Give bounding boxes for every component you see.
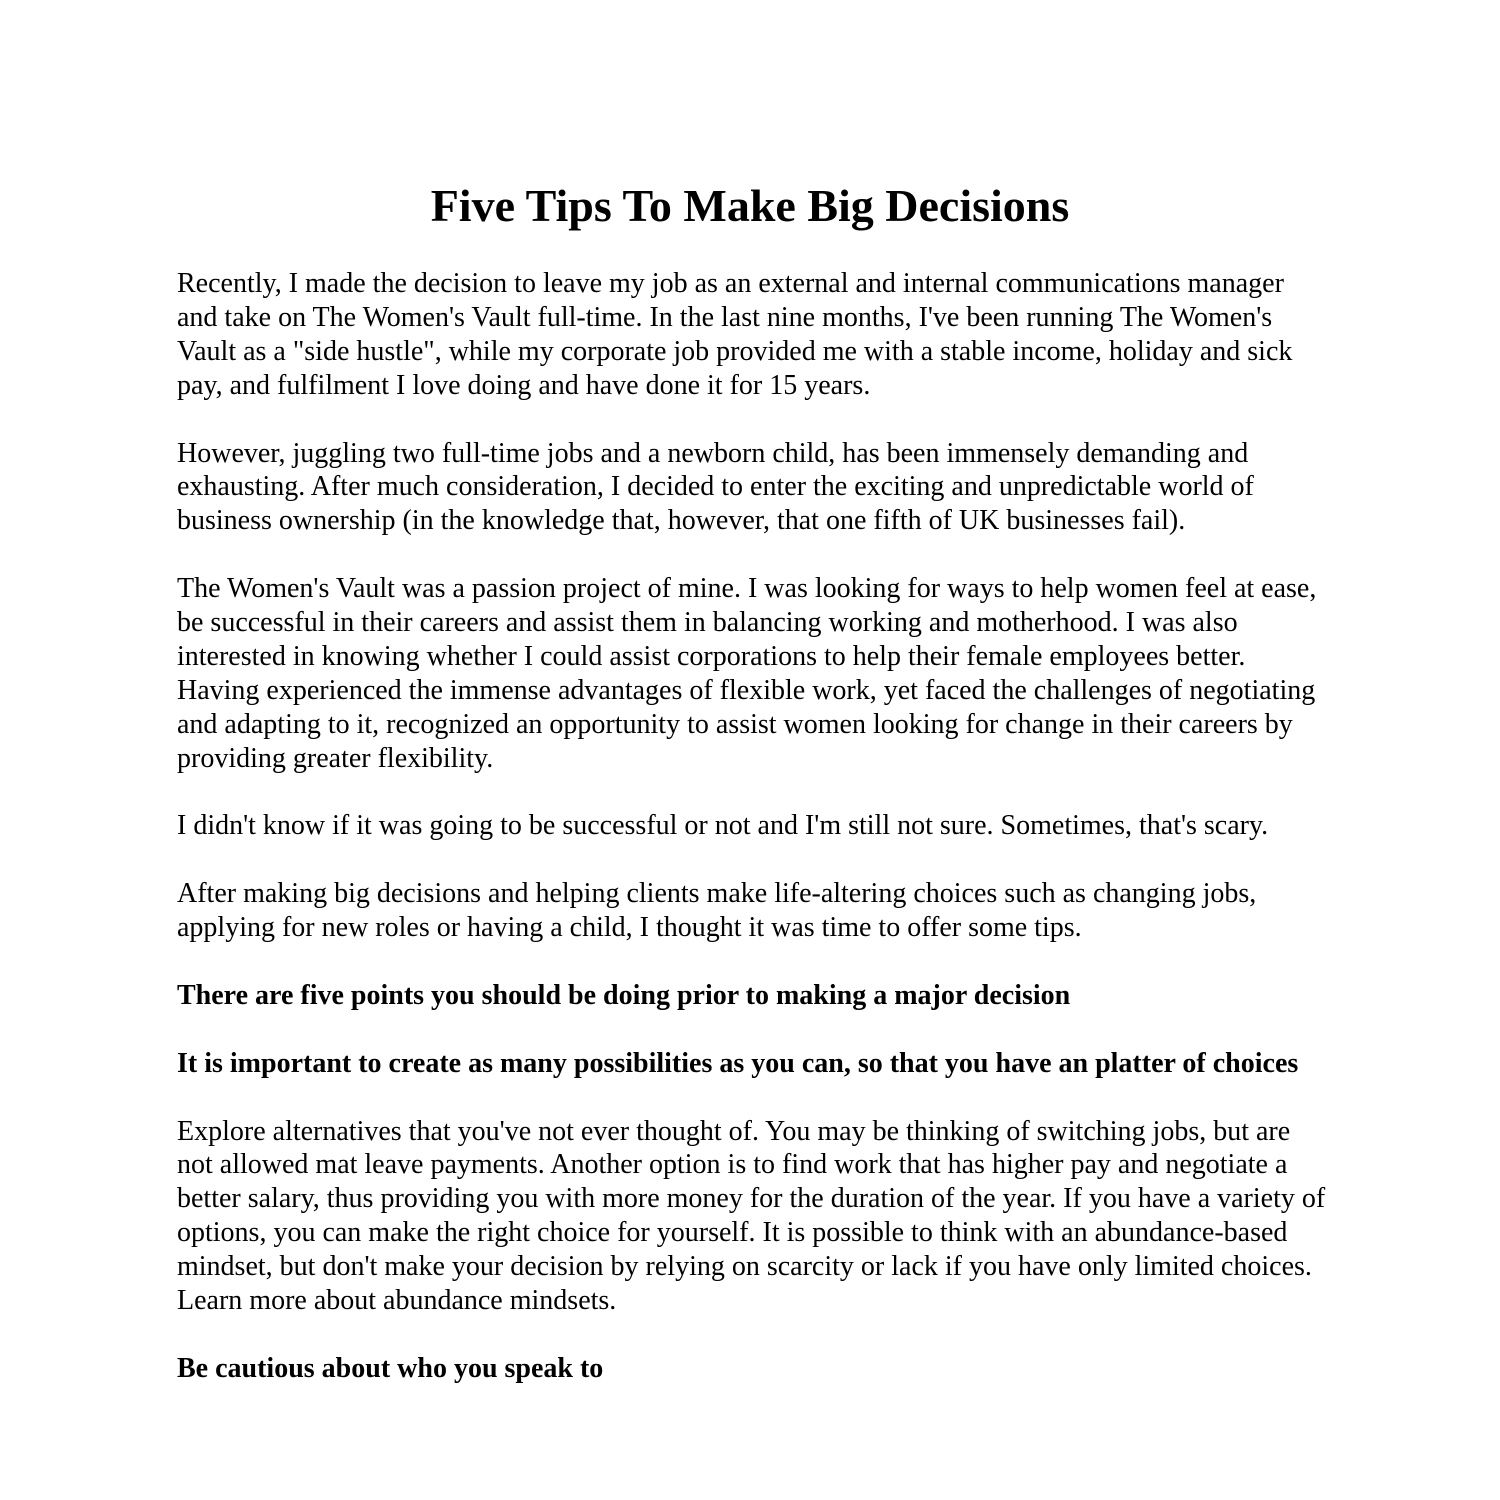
document-title: Five Tips To Make Big Decisions <box>430 180 1070 231</box>
paragraph-tips-intro: After making big decisions and helping clients make life-altering choices such as changing jobs, applying for new roles or having a child, I thought it was time to offer some tips. <box>177 878 1257 944</box>
paragraph-explore-alternatives: Explore alternatives that you've not ever thought of. You may be thinking of switching jobs, but are not allowed mat leave payments. Another option is to find work that has higher pay and negotiate a better salary, thus providing you with more money for the duration of the year. If you have a variety of options, you can make the right choice for yourself. It is possible to think with an abundance-based mindset, but don't make your decision by relying on scarcity or lack if you have only limited choices. Learn more about abundance mindsets. <box>177 1115 1326 1317</box>
document-body <box>177 267 1327 1420</box>
paragraph-uncertainty: I didn't know if it was going to be successful or not and I'm still not sure. Sometimes, that's scary. <box>177 810 1269 842</box>
paragraph-intro: Recently, I made the decision to leave my job as an external and internal communications manager and take on The Women's Vault full-time. In the last nine months, I've been running The Women's Vault as a "side hustle", while my corporate job provided me with a stable income, holiday and sick pay, and fulfilment I love doing and have done it for 15 years. <box>177 268 1293 401</box>
heading-be-cautious: Be cautious about who you speak to <box>177 1352 604 1384</box>
heading-five-points: There are five points you should be doing prior to making a major decision <box>177 979 1071 1011</box>
heading-possibilities: It is important to create as many possibilities as you can, so that you have an platter of choices <box>177 1047 1299 1079</box>
paragraph-juggling: However, juggling two full-time jobs and a newborn child, has been immensely demanding and exhausting. After much consideration, I decided to enter the exciting and unpredictable world of business ownership (in the knowledge that, however, that one fifth of UK businesses fail). <box>177 437 1254 537</box>
paragraph-passion-project: The Women's Vault was a passion project of mine. I was looking for ways to help women feel at ease, be successful in their careers and assist them in balancing working and motherhood. I was also interested in knowing whether I could assist corporations to help their female employees better. Having experienced the immense advantages of flexible work, yet faced the challenges of negotiating and adapting to it, recognized an opportunity to assist women looking for change in their careers by providing greater flexibility. <box>177 573 1317 774</box>
